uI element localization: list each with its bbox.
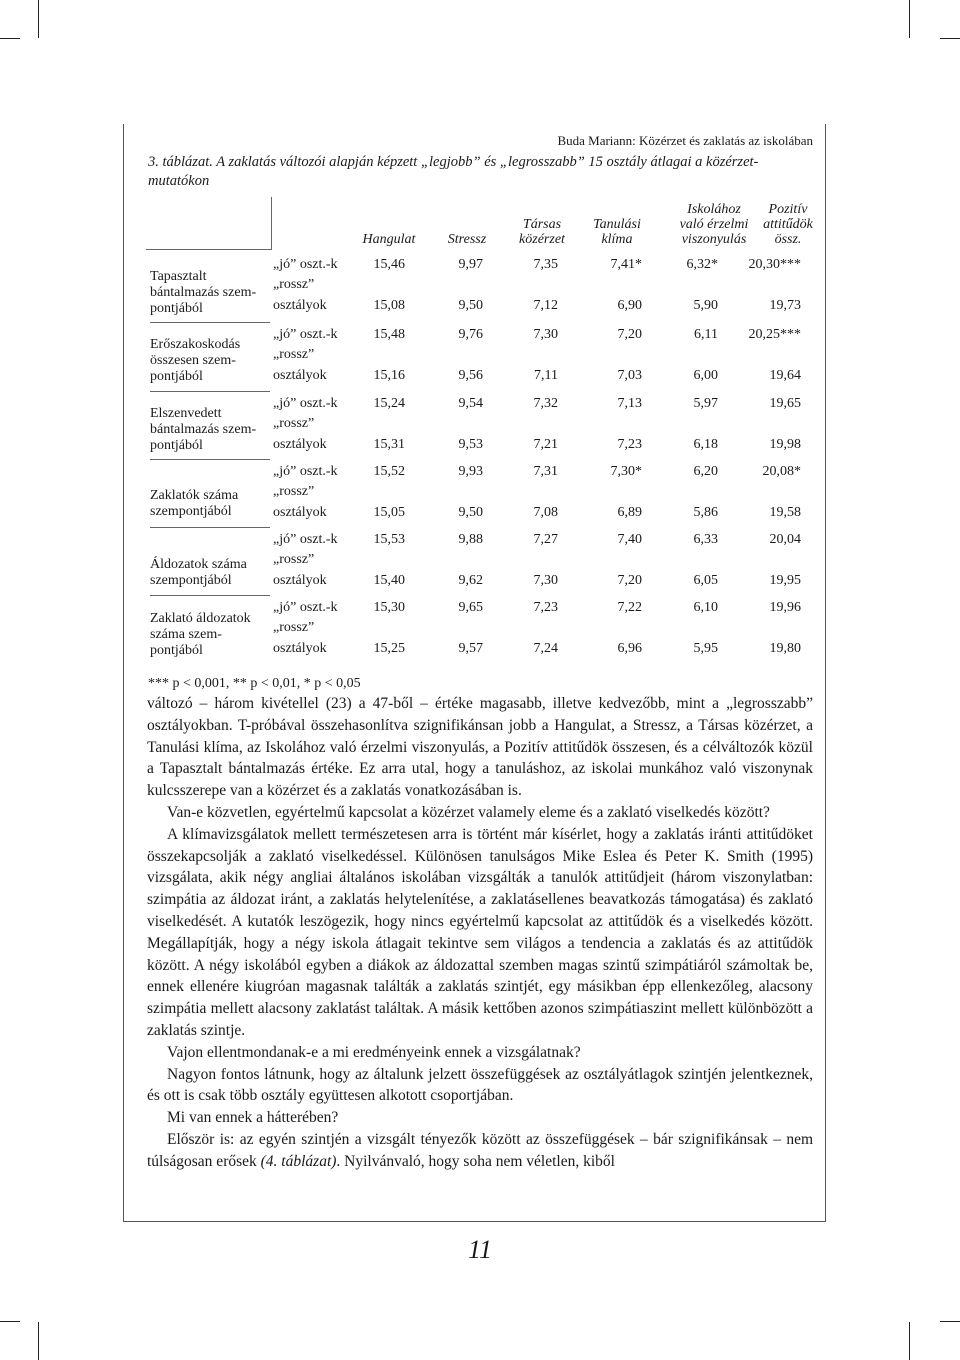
- row-group-label: Zaklatók száma szempontjából: [150, 488, 239, 519]
- bad-classes-label: „rossz”: [273, 552, 315, 567]
- crop-mark: [38, 1322, 39, 1360]
- bad-value-cell: 19,73: [769, 298, 801, 313]
- good-value-cell: 7,20: [617, 327, 642, 342]
- bad-value-cell: 19,64: [769, 368, 801, 383]
- page-frame-left: [123, 124, 124, 1222]
- good-value-cell: 7,32: [533, 396, 558, 411]
- bad-classes-label: osztályok: [273, 641, 327, 656]
- good-value-cell: 20,25***: [748, 327, 801, 342]
- bad-value-cell: 19,98: [769, 437, 801, 452]
- good-value-cell: 7,31: [533, 464, 558, 479]
- bad-value-cell: 7,21: [533, 437, 558, 452]
- bad-value-cell: 9,56: [458, 368, 483, 383]
- good-value-cell: 9,54: [458, 396, 483, 411]
- bad-value-cell: 7,23: [617, 437, 642, 452]
- bad-value-cell: 7,08: [533, 505, 558, 520]
- bad-classes-label: osztályok: [273, 298, 327, 313]
- bad-value-cell: 6,90: [617, 298, 642, 313]
- bad-value-cell: 19,95: [769, 573, 801, 588]
- good-value-cell: 15,30: [373, 600, 405, 615]
- good-value-cell: 7,30: [533, 327, 558, 342]
- crop-mark: [0, 1321, 20, 1322]
- paragraph: Nagyon fontos látnunk, hogy az általunk jelzett összefüggések az osztályátlagok szintjén jelentkeznek, és ott is csak több osztály együttesen alkotott csoportjában.: [147, 1065, 813, 1105]
- col-header-tanulasi: Tanulási klíma: [593, 217, 641, 247]
- bad-classes-label: osztályok: [273, 505, 327, 520]
- good-value-cell: 6,10: [693, 600, 718, 615]
- bad-value-cell: 15,08: [373, 298, 405, 313]
- col-header-hangulat: Hangulat: [362, 232, 416, 247]
- good-value-cell: 15,53: [373, 532, 405, 547]
- row-group-label: Zaklató áldozatok száma szem-pontjából: [150, 611, 251, 658]
- col-header-stressz: Stressz: [447, 232, 487, 247]
- row-group-divider: [150, 391, 270, 392]
- crop-mark: [940, 1321, 960, 1322]
- bad-classes-label: osztályok: [273, 437, 327, 452]
- good-value-cell: 7,40: [617, 532, 642, 547]
- bad-value-cell: 6,89: [617, 505, 642, 520]
- bad-classes-label: osztályok: [273, 368, 327, 383]
- good-value-cell: 6,32*: [686, 257, 718, 272]
- bad-value-cell: 9,62: [458, 573, 483, 588]
- good-value-cell: 6,20: [693, 464, 718, 479]
- table-reference: (4. táblázat): [260, 1152, 337, 1170]
- bad-value-cell: 6,05: [693, 573, 718, 588]
- body-text: [147, 693, 813, 1173]
- bad-value-cell: 9,53: [458, 437, 483, 452]
- good-classes-label: „jó” oszt.-k: [273, 396, 338, 411]
- good-value-cell: 20,04: [769, 532, 801, 547]
- paragraph: Van-e közvetlen, egyértelmű kapcsolat a közérzet valamely eleme és a zaklató viselkedés között?: [167, 803, 770, 821]
- page-frame-bottom: [123, 1221, 826, 1222]
- bad-value-cell: 15,31: [373, 437, 405, 452]
- bad-value-cell: 15,16: [373, 368, 405, 383]
- good-value-cell: 9,76: [458, 327, 483, 342]
- good-value-cell: 7,30*: [610, 464, 642, 479]
- good-value-cell: 15,48: [373, 327, 405, 342]
- bad-value-cell: 6,96: [617, 641, 642, 656]
- bad-value-cell: 7,20: [617, 573, 642, 588]
- bad-classes-label: „rossz”: [273, 416, 315, 431]
- col-header-iskola: Iskolához való érzelmi viszonyulás: [679, 202, 749, 247]
- good-value-cell: 19,65: [769, 396, 801, 411]
- good-value-cell: 9,88: [458, 532, 483, 547]
- row-group-label: Erőszakoskodás összesen szem-pontjából: [150, 337, 241, 384]
- bad-value-cell: 5,90: [693, 298, 718, 313]
- bad-value-cell: 6,18: [693, 437, 718, 452]
- good-value-cell: 19,96: [769, 600, 801, 615]
- row-group-label: Elszenvedett bántalmazás szem-pontjából: [150, 406, 257, 453]
- crop-mark: [38, 0, 39, 38]
- bad-value-cell: 5,86: [693, 505, 718, 520]
- bad-value-cell: 7,11: [534, 368, 558, 383]
- good-value-cell: 7,23: [533, 600, 558, 615]
- row-group-divider: [150, 459, 270, 460]
- crop-mark: [0, 38, 20, 39]
- row-group-label: Áldozatok száma szempontjából: [150, 557, 247, 588]
- good-classes-label: „jó” oszt.-k: [273, 532, 338, 547]
- running-header: Buda Mariann: Közérzet és zaklatás az iskolában: [557, 133, 813, 148]
- bad-value-cell: 19,80: [769, 641, 801, 656]
- good-value-cell: 9,97: [458, 257, 483, 272]
- row-group-divider: [150, 595, 270, 596]
- good-value-cell: 15,46: [373, 257, 405, 272]
- row-group-divider: [150, 322, 270, 323]
- paragraph: változó – három kivétellel (23) a 47-ből – értéke magasabb, illetve kedvezőbb, mint a „legrosszabb” osztályokban. T-próbával összehasonlítva szignifikánsan jobb a Hangulat, a Stressz, a Társas közérzet, a Tanulási klíma, az Iskolához való érzelmi viszonyulás, a Pozitív attitűdök összesen, és a célváltozók közül a Tapasztalt bántalmazás értéke. Ez arra utal, hogy a tanuláshoz, az iskolai munkához való viszonynak kulcsszerepe van a közérzet és a zaklatás vonatkozásában is.: [147, 695, 813, 800]
- caption-text-cont: mutatókon: [148, 173, 210, 189]
- bad-value-cell: 9,57: [458, 641, 483, 656]
- good-classes-label: „jó” oszt.-k: [273, 327, 338, 342]
- paragraph: Először is: az egyén szintjén a vizsgált tényezők között az összefüggések – bár szignifikánsak – nem túlságosan erősek (4. táblázat). Nyilvánvaló, hogy soha nem véletlen, kiből: [147, 1130, 813, 1170]
- bad-classes-label: osztályok: [273, 573, 327, 588]
- table-header-box: [146, 197, 272, 250]
- table-caption: [148, 153, 813, 191]
- bad-value-cell: 9,50: [458, 505, 483, 520]
- crop-mark: [909, 0, 910, 38]
- bad-classes-label: „rossz”: [273, 347, 315, 362]
- good-value-cell: 5,97: [693, 396, 718, 411]
- bad-value-cell: 7,24: [533, 641, 558, 656]
- good-value-cell: 7,13: [617, 396, 642, 411]
- good-value-cell: 9,65: [458, 600, 483, 615]
- good-value-cell: 7,35: [533, 257, 558, 272]
- good-value-cell: 15,52: [373, 464, 405, 479]
- bad-value-cell: 19,58: [769, 505, 801, 520]
- good-classes-label: „jó” oszt.-k: [273, 464, 338, 479]
- good-value-cell: 7,41*: [610, 257, 642, 272]
- good-value-cell: 6,11: [694, 327, 718, 342]
- caption-label: 3. táblázat.: [148, 154, 213, 170]
- row-group-label: Tapasztalt bántalmazás szem-pontjából: [150, 269, 257, 316]
- caption-text: A zaklatás változói alapján képzett „legjobb” és „legrosszabb” 15 osztály átlagai a közérzet-: [216, 154, 759, 170]
- paragraph: Mi van ennek a hátterében?: [167, 1109, 339, 1127]
- paragraph: A klímavizsgálatok mellett természetesen arra is történt már kísérlet, hogy a zaklatás iránti attitűdöket összekapcsolják a zaklató viselkedéssel. Különösen tanulságos Mike Eslea és Peter K. Smith (1995) vizsgálata, akik négy angliai általános iskolában vizsgálták a tanulók attitűdjeit (három viszonylatban: szimpátia az áldozat iránt, a zaklatás helytelenítése, a zaklatásellenes beavatkozás támogatása) és zaklató viselkedését. A kutatók leszögezik, hogy nincs egyértelmű kapcsolat az attitűdök és a viselkedés között. Megállapítják, hogy a négy iskola átlagait tekintve sem világos a tendencia a zaklatás és az attitűdök között. A négy iskolából egyben a diákok az áldozattal szemben magas szintű szimpátiáról számoltak be, ennek ellenére kiugróan magasnak találták a zaklatás szintjét, egy másikban épp ellenkezőleg, alacsony szimpátia mellett alacsony zaklatást találtak. A másik kettőben azonos szimpátiaszint mellett különbözött a zaklatás szintje.: [147, 825, 813, 1039]
- page-frame-right: [825, 124, 826, 1222]
- good-value-cell: 7,22: [617, 600, 642, 615]
- bad-value-cell: 7,12: [533, 298, 558, 313]
- good-classes-label: „jó” oszt.-k: [273, 257, 338, 272]
- good-classes-label: „jó” oszt.-k: [273, 600, 338, 615]
- bad-classes-label: „rossz”: [273, 484, 315, 499]
- bad-value-cell: 6,00: [693, 368, 718, 383]
- bad-classes-label: „rossz”: [273, 620, 315, 635]
- good-value-cell: 15,24: [373, 396, 405, 411]
- paragraph: Vajon ellentmondanak-e a mi eredményeink ennek a vizsgálatnak?: [167, 1043, 581, 1061]
- good-value-cell: 20,30***: [748, 257, 801, 272]
- col-header-tarsas: Társas közérzet: [519, 217, 565, 247]
- row-group-divider: [150, 527, 270, 528]
- col-header-pozitiv: Pozitív attitűdök össz.: [763, 202, 813, 247]
- table-footnote: *** p < 0,001, ** p < 0,01, * p < 0,05: [148, 676, 361, 691]
- bad-value-cell: 7,03: [617, 368, 642, 383]
- bad-classes-label: „rossz”: [273, 277, 315, 292]
- bad-value-cell: 7,30: [533, 573, 558, 588]
- good-value-cell: 7,27: [533, 532, 558, 547]
- good-value-cell: 9,93: [458, 464, 483, 479]
- good-value-cell: 20,08*: [762, 464, 801, 479]
- bad-value-cell: 9,50: [458, 298, 483, 313]
- good-value-cell: 6,33: [693, 532, 718, 547]
- bad-value-cell: 15,40: [373, 573, 405, 588]
- page-number: 11: [467, 1235, 493, 1264]
- bad-value-cell: 15,05: [373, 505, 405, 520]
- crop-mark: [909, 1322, 910, 1360]
- bad-value-cell: 5,95: [693, 641, 718, 656]
- bad-value-cell: 15,25: [373, 641, 405, 656]
- crop-mark: [940, 38, 960, 39]
